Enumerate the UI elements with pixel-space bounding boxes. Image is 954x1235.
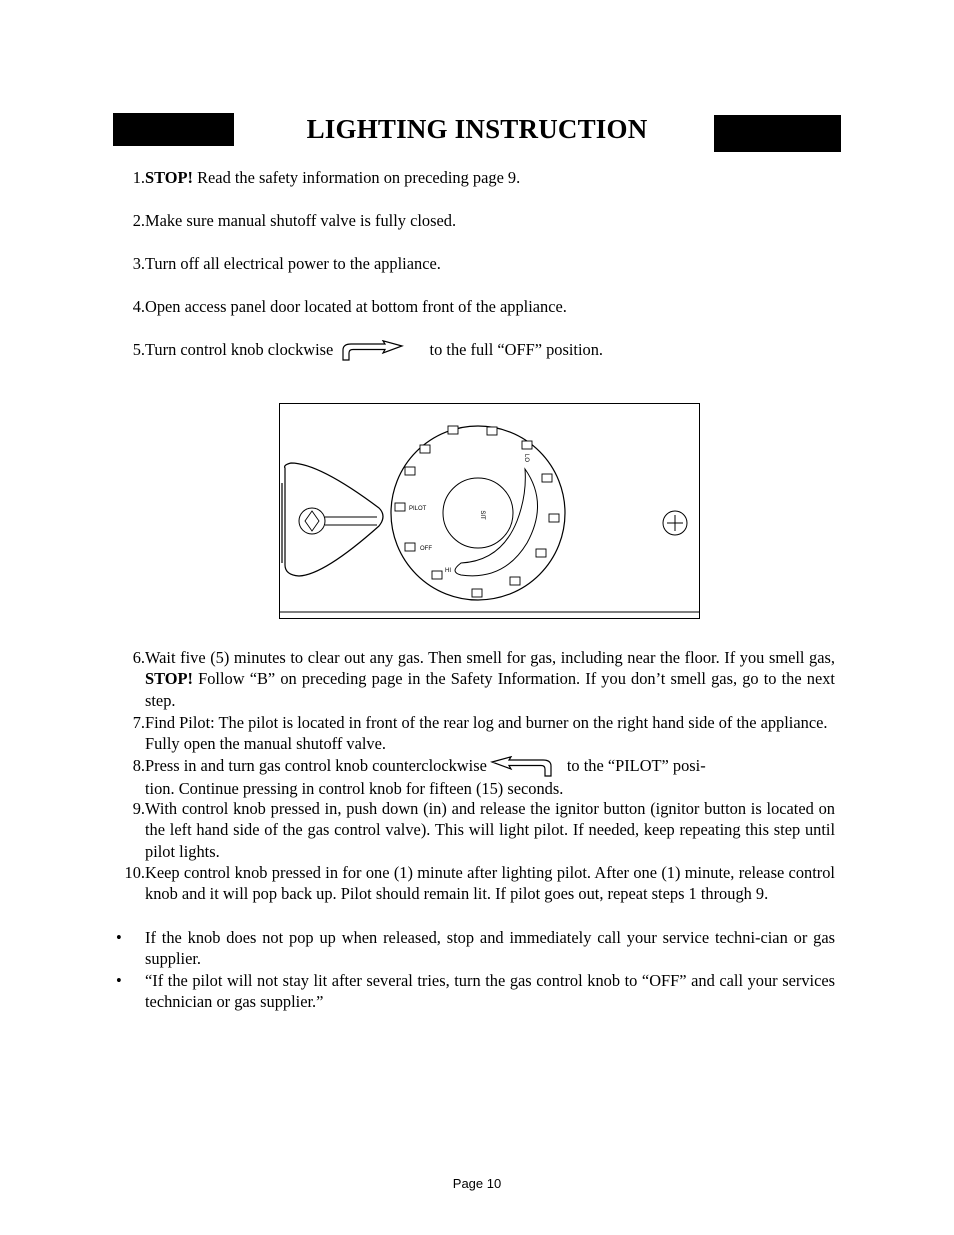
step-text: Find Pilot: The pilot is located in front of the rear log and burner on the right hand side of the appliance. Fully open the manual shutoff valve. (145, 713, 828, 754)
step-text: Turn off all electrical power to the appliance. (145, 254, 441, 273)
step-number: 1. (132, 168, 145, 187)
step-4 (110, 296, 835, 317)
step-text-cont: Follow “B” on preceding page in the Safety Information. If you don’t smell gas, go to the next step. (145, 669, 835, 710)
counterclockwise-arrow-icon (489, 756, 553, 778)
step-number: 6. (132, 648, 145, 667)
step-text: With control knob pressed in, push down (in) and release the ignitor button (ignitor button is located on the left hand side of the gas control valve). This will light pilot. If needed, keep repeating this step until pilot lights. (145, 799, 835, 861)
step-1 (110, 167, 835, 188)
step-number: 5. (132, 340, 145, 359)
step-text-after: to the “PILOT” posi- (566, 756, 706, 775)
pilot-label: PILOT (409, 506, 427, 512)
step-text-line2: tion. Continue pressing in control knob for fifteen (15) seconds. (145, 779, 564, 799)
step-8 (110, 755, 835, 800)
step-number: 3. (132, 254, 145, 273)
step-6 (110, 647, 835, 711)
step-text: Make sure manual shutoff valve is fully closed. (145, 211, 457, 230)
step-text: Read the safety information on preceding page 9. (192, 168, 521, 187)
lo-label: LO (523, 454, 529, 463)
bullet-note-1 (110, 927, 835, 970)
bullet-text: If the knob does not pop up when released, stop and immediately call your service techni-cian or gas supplier. (145, 928, 835, 969)
page-number: Page 10 (452, 1176, 502, 1191)
step-7 (110, 712, 835, 755)
step-5 (110, 339, 835, 362)
off-label: OFF (420, 546, 432, 552)
dial-brand-label: SIT (479, 510, 485, 520)
bullet-text: “If the pilot will not stay lit after several tries, turn the gas control knob to “OFF” and call your services technician or gas supplier.” (145, 971, 835, 1012)
step-10 (110, 862, 835, 905)
step-text: Wait five (5) minutes to clear out any gas. Then smell for gas, including near the floor. If you smell gas, (145, 648, 835, 667)
step-number: 9. (132, 799, 145, 818)
step-text: Press in and turn gas control knob counterclockwise (145, 756, 487, 775)
step-3 (110, 253, 835, 274)
decorative-bar-right (714, 115, 841, 152)
step-number: 8. (132, 756, 145, 775)
step-text: Turn control knob clockwise (145, 340, 334, 359)
step-number: 7. (132, 713, 145, 732)
stop-emphasis: STOP! (145, 168, 193, 187)
step-number: 4. (132, 297, 145, 316)
step-text: Keep control knob pressed in for one (1) minute after lighting pilot. After one (1) minute, release control knob and it will pop back up. Pilot should remain lit. If pilot goes out, repeat steps 1 through 9. (145, 863, 835, 904)
bullet-mark: • (116, 928, 122, 947)
bullet-mark: • (116, 971, 122, 990)
step-number: 10. (124, 863, 145, 882)
step-9 (110, 798, 835, 862)
stop-emphasis: STOP! (145, 669, 193, 689)
step-text: Open access panel door located at bottom front of the appliance. (145, 297, 567, 316)
gas-control-valve-diagram (279, 403, 700, 620)
hi-label: HI (445, 568, 451, 574)
clockwise-arrow-icon (341, 340, 405, 362)
step-text-after: to the full “OFF” position. (429, 340, 604, 359)
step-2 (110, 210, 835, 231)
step-number: 2. (132, 211, 145, 230)
page-title: LIGHTING INSTRUCTION (306, 114, 648, 144)
bullet-note-2 (110, 970, 835, 1013)
